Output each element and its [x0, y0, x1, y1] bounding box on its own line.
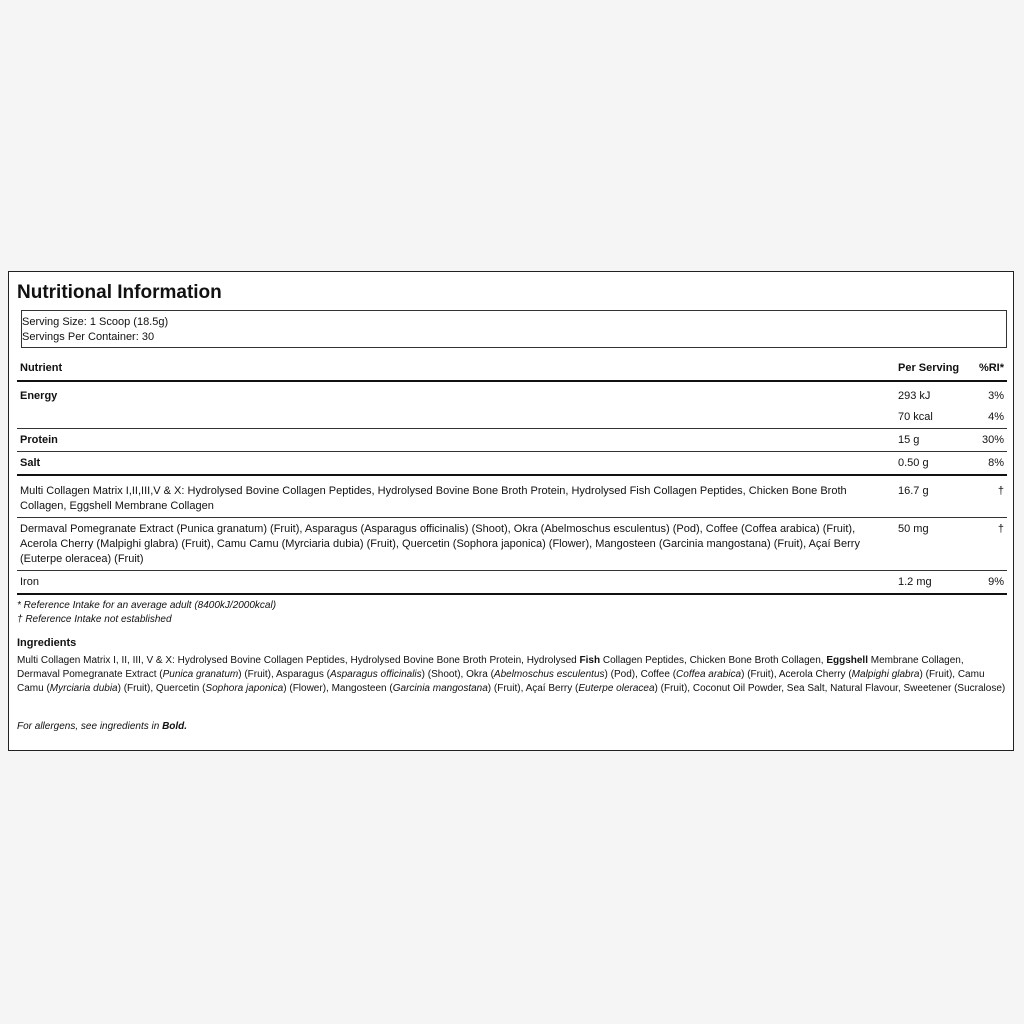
ingredients-part: ) (Flower), Mangosteen (: [283, 683, 393, 694]
table-row-energy-kj: [17, 381, 1007, 404]
header-per-serving: Per Serving: [895, 356, 967, 381]
allergen-eggshell: Eggshell: [826, 655, 868, 666]
allergen-note: [17, 721, 187, 732]
footnotes: [17, 599, 276, 627]
servings-per-container: Servings Per Container: 30: [22, 331, 155, 343]
allergen-fish: Fish: [579, 655, 601, 666]
dermaval-ri: †: [967, 518, 1007, 571]
latin-name: Garcinia mangostana: [392, 683, 488, 694]
panel-title: Nutritional Information: [17, 282, 222, 303]
protein-value: 15 g: [895, 429, 967, 452]
table-row-iron: [17, 571, 1007, 595]
iron-ri: 9%: [967, 571, 1007, 595]
latin-name: Abelmoschus esculentus: [493, 669, 605, 680]
latin-name: Malpighi glabra: [851, 669, 920, 680]
header-ri: %RI*: [967, 356, 1007, 381]
ingredients-part: ) (Fruit), Camu Camu (: [17, 669, 985, 694]
energy-kcal-value: 70 kcal: [895, 404, 967, 429]
ingredients-part: Membrane Collagen, Dermaval Pomegranate Extract (: [17, 655, 964, 680]
latin-name: Sophora japonica: [205, 683, 284, 694]
latin-name: Coffea arabica: [676, 669, 742, 680]
nutrient-name-protein: Protein: [17, 429, 895, 452]
latin-name: Asparagus officinalis: [329, 669, 422, 680]
ingredients-part: ) (Fruit), Açaí Berry (: [487, 683, 579, 694]
header-nutrient: Nutrient: [17, 356, 895, 381]
energy-kcal-ri: 4%: [967, 404, 1007, 429]
ingredients-text: [17, 654, 1007, 696]
salt-ri: 8%: [967, 452, 1007, 476]
ingredients-part: ) (Fruit), Asparagus (: [238, 669, 330, 680]
iron-value: 1.2 mg: [895, 571, 967, 595]
nutrient-name-energy: Energy: [20, 390, 58, 402]
footnote-not-established: † Reference Intake not established: [17, 614, 172, 625]
serving-info-box: [21, 310, 1007, 348]
latin-name: Punica granatum: [162, 669, 239, 680]
latin-name: Euterpe oleracea: [578, 683, 655, 694]
table-header-row: [17, 356, 1007, 381]
ingredients-title: Ingredients: [17, 637, 77, 649]
multi-collagen-value: 16.7 g: [895, 475, 967, 518]
nutrient-name-dermaval: Dermaval Pomegranate Extract (Punica granatum) (Fruit), Asparagus (Asparagus officinalis) (Shoot), Okra (Abelmoschus esculentus) (Pod), Coffee (Coffea arabica) (Fruit), Acerola Cherry (Malpighi glabra) (Fruit), Camu Camu (Myrciaria dubia) (Fruit), Quercetin (Sophora japonica) (Flower), Mangosteen (Garcinia mangostana) (Fruit), Açaí Berry (Euterpe oleracea) (Fruit): [17, 518, 895, 571]
ingredients-part: ) (Fruit), Coconut Oil Powder, Sea Salt, Natural Flavour, Sweetener (Sucralose): [654, 683, 1006, 694]
dermaval-value: 50 mg: [895, 518, 967, 571]
ingredients-part: ) (Shoot), Okra (: [421, 669, 494, 680]
multi-collagen-ri: †: [967, 475, 1007, 518]
table-row-multi-collagen: [17, 475, 1007, 518]
nutrition-table: [17, 356, 1007, 595]
energy-kj-value: 293 kJ: [898, 390, 931, 402]
nutrient-name-salt: Salt: [17, 452, 895, 476]
table-row-dermaval: [17, 518, 1007, 571]
nutrient-name-multi-collagen: Multi Collagen Matrix I,II,III,V & X: Hydrolysed Bovine Collagen Peptides, Hydrolysed Bovine Bone Broth Protein, Hydrolysed Fish Collagen Peptides, Chicken Bone Broth Collagen, Eggshell Membrane Collagen: [17, 475, 895, 518]
table-row-protein: [17, 429, 1007, 452]
ingredients-part: ) (Pod), Coffee (: [604, 669, 677, 680]
footnote-ri: * Reference Intake for an average adult (8400kJ/2000kcal): [17, 600, 277, 611]
allergen-note-prefix: For allergens, see ingredients in: [17, 721, 163, 732]
nutrition-panel: [8, 271, 1014, 751]
salt-value: 0.50 g: [895, 452, 967, 476]
ingredients-part: ) (Fruit), Acerola Cherry (: [741, 669, 852, 680]
allergen-note-bold: Bold.: [162, 721, 188, 732]
protein-ri: 30%: [967, 429, 1007, 452]
table-row-salt: [17, 452, 1007, 476]
ingredients-part: Collagen Peptides, Chicken Bone Broth Collagen,: [600, 655, 827, 666]
ingredients-part: ) (Fruit), Quercetin (: [117, 683, 206, 694]
energy-kj-ri: 3%: [988, 390, 1004, 402]
ingredients-part: Multi Collagen Matrix I, II, III, V & X: Hydrolysed Bovine Collagen Peptides, Hydrolysed Bovine Bone Broth Protein, Hydrolysed: [17, 655, 580, 666]
table-row-energy-kcal: [17, 404, 1007, 429]
nutrient-name-iron: Iron: [17, 571, 895, 595]
latin-name: Myrciaria dubia: [49, 683, 118, 694]
serving-size: Serving Size: 1 Scoop (18.5g): [22, 316, 169, 328]
